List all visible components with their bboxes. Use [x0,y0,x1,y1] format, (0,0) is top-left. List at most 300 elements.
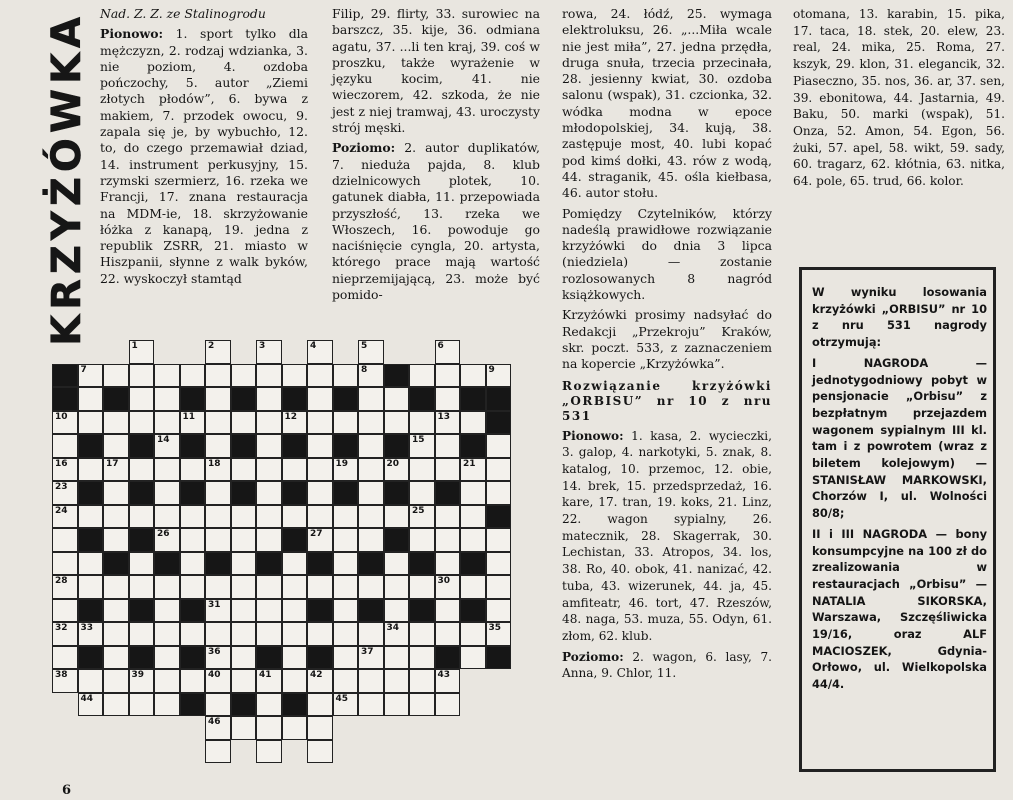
grid-cell [205,669,231,693]
grid-cell-black [52,364,78,388]
grid-cell [307,528,333,552]
grid-cell [256,740,282,764]
clues-poziomo [332,140,540,303]
grid-cell [52,575,78,599]
grid-cell [205,340,231,364]
grid-cell [231,505,257,529]
grid-cell [231,716,257,740]
grid-cell [205,693,231,717]
grid-cell [435,505,461,529]
grid-cell [307,434,333,458]
clues-column-3 [562,6,772,686]
grid-cell [282,364,308,388]
grid-cell [486,458,512,482]
clue-number: 13 [437,411,451,422]
grid-cell-black [231,693,257,717]
clue-number: 27 [310,529,323,539]
clue-number: 32 [55,623,68,633]
grid-cell [205,411,231,435]
grid-cell [358,575,384,599]
grid-cell-black [180,481,206,505]
grid-cell [282,669,308,693]
grid-cell [282,646,308,670]
grid-cell [129,411,155,435]
grid-cell-black [231,434,257,458]
clue-number: 10 [55,411,68,422]
grid-cell-black [78,481,104,505]
grid-cell [154,458,180,482]
grid-cell [486,599,512,623]
grid-cell-black [78,646,104,670]
clue-number: 3 [259,341,266,351]
grid-cell [129,340,155,364]
grid-cell [435,622,461,646]
grid-cell [52,646,78,670]
grid-cell [307,364,333,388]
grid-cell-black [460,387,486,411]
grid-cell [231,599,257,623]
grid-cell [231,458,257,482]
grid-cell [256,364,282,388]
grid-cell [154,575,180,599]
clue-number: 31 [208,599,221,610]
clue-number: 33 [80,623,94,633]
grid-cell [282,458,308,482]
solution-poziomo-text: 2. wagon, 6. lasy, 7. Anna, 9. Chlor, 11. [562,649,772,681]
grid-cell [358,481,384,505]
grid-cell [358,669,384,693]
grid-cell [256,716,282,740]
grid-cell-black [307,646,333,670]
grid-cell-black [282,693,308,717]
solution-poziomo-cont: otomana, 13. karabin, 15. pika, 17. taca, 18. stek, 20. elew, 23. real, 24. mika, 25. Roma, 27. kszyk, 29. klon, 31. elegancik, 32. Piaseczno, 35. nos, 36. ar, 37. sen, 39. ebonitowa, 44. Jastarnia, 49. Baku, 50. marki (wspak), 51. Onza, 52. Amon, 54. Egon, 56. żuki, 57. apel, 58. wikt, 59. sady, 60. tragarz, 62. kłótnia, 63. nitka, 64. pole, 65. trud, 66. kolor. [793,7,1005,189]
grid-cell [384,575,410,599]
grid-cell [435,552,461,576]
grid-cell [103,622,129,646]
grid-cell [256,387,282,411]
grid-cell [460,411,486,435]
grid-cell [384,387,410,411]
grid-cell [205,622,231,646]
grid-cell-black [231,481,257,505]
grid-cell [384,646,410,670]
clue-number: 12 [284,411,298,422]
grid-cell [256,669,282,693]
grid-cell-black [180,599,206,623]
grid-cell [256,693,282,717]
grid-cell [154,622,180,646]
grid-cell [78,411,104,435]
grid-cell [384,505,410,529]
grid-cell [129,575,155,599]
grid-cell [231,552,257,576]
grid-cell [409,646,435,670]
grid-cell [205,599,231,623]
solution-poziomo-label: Poziomo: [562,649,624,664]
grid-cell [205,434,231,458]
grid-cell-black [282,387,308,411]
clue-number: 37 [361,646,374,657]
prize-first: I NAGRODA — jednotygodniowy pobyt w pensjonacie „Orbisu” z bezpłatnym przejazdem wagonem sypialnym III kl. tam i z powrotem (wraz z biletem kolejowym) — STANISŁAW MARKOWSKI, Chorzów I, ul. Wolności 80/8; [812,355,987,521]
grid-cell [307,387,333,411]
clue-number: 35 [488,623,502,633]
clue-number: 6 [437,341,444,351]
grid-cell [307,340,333,364]
clue-number: 42 [310,670,323,680]
grid-cell [205,481,231,505]
clue-number: 26 [157,529,170,539]
grid-cell [103,646,129,670]
clue-number: 43 [437,670,451,680]
grid-cell-black [129,599,155,623]
grid-cell [231,646,257,670]
grid-cell [384,622,410,646]
grid-cell [256,622,282,646]
grid-cell [154,599,180,623]
prize-second-third: II i III NAGRODA — bony konsumpcyjne na 100 zł do zrealizowania w restauracjach „Orbisu” — NATALIA SIKORSKA, Warszawa, Szczęśliwicka 19/16, oraz ALF MACIOSZEK, Gdynia-Orłowo, ul. Wielkopolska 44/4. [812,526,987,692]
grid-cell-black [282,528,308,552]
grid-cell [52,434,78,458]
grid-cell [460,646,486,670]
contest-info: Pomiędzy Czytelników, którzy nadeślą prawidłowe rozwiązanie krzyżówki do dnia 3 lipca (niedziela) — zostanie rozlosowanych 8 nagród książkowych. [562,205,772,303]
grid-cell [52,599,78,623]
grid-cell [282,575,308,599]
grid-cell [103,505,129,529]
grid-cell [435,599,461,623]
grid-cell [409,669,435,693]
grid-cell [307,458,333,482]
grid-cell [282,599,308,623]
grid-cell [180,575,206,599]
grid-cell-black [129,481,155,505]
grid-cell [435,575,461,599]
grid-cell-black [486,411,512,435]
solution-pionowo [562,428,772,645]
grid-cell [180,669,206,693]
grid-cell-black [154,552,180,576]
grid-cell [460,575,486,599]
grid-cell [52,552,78,576]
grid-cell [307,481,333,505]
grid-cell [78,552,104,576]
grid-cell [129,622,155,646]
grid-cell [486,434,512,458]
clue-number: 5 [361,341,368,351]
grid-cell [52,458,78,482]
grid-cell [435,434,461,458]
grid-cell [78,622,104,646]
pionowo-text: 1. sport tylko dla mężczyzn, 2. rodzaj wdzianka, 3. nie poziom, 4. ozdoba pończochy, 5. autor „Ziemi złotych płodów”, 6. bywa z makiem, 7. przodek owocu, 9. zapala się je, by wybuchło, 12. to, do czego przemawiał dziad, 14. instrument perkusyjny, 15. rzymski szermierz, 16. rzeka we Francji, 17. znana restauracja na MDM-ie, 18. skrzyżowanie łóżka z kanapą, 19. jedna z republik ZSRR, 21. miasto w Hiszpanii, słynne z walk byków, 22. wyskoczył stamtąd [100,26,308,286]
pionowo-label: Pionowo: [100,26,164,42]
grid-cell-black [460,599,486,623]
grid-cell [409,434,435,458]
grid-cell [333,364,359,388]
grid-cell [333,505,359,529]
grid-cell [358,411,384,435]
grid-cell [129,669,155,693]
grid-cell [333,622,359,646]
grid-cell-black [435,646,461,670]
clues-pionowo [100,26,308,287]
solution-poziomo [562,649,772,682]
grid-cell [460,622,486,646]
clue-number: 11 [182,411,196,422]
grid-cell [154,481,180,505]
grid-cell [78,387,104,411]
grid-cell [129,693,155,717]
grid-cell [358,434,384,458]
grid-cell-black [358,599,384,623]
grid-cell-black [486,387,512,411]
grid-cell [103,458,129,482]
grid-cell [486,528,512,552]
grid-cell [307,716,333,740]
grid-cell-black [282,481,308,505]
grid-cell [154,528,180,552]
grid-cell [154,646,180,670]
grid-cell [205,364,231,388]
grid-cell [52,505,78,529]
grid-cell [129,387,155,411]
grid-cell [282,505,308,529]
clues-poziomo-cont: rowa, 24. łódź, 25. wymaga elektroluksu, 26. „...Miła wcale nie jest miła”, 27. jedna przędła, druga snuła, trzecia przecinała, 28. jesienny kwiat, 30. ozdoba salonu (wspak), 31. czcionka, 32. wódka modna w epoce młodopolskiej, 34. kują, 38. zastępuje most, 40. lubi kopać pod kimś dołki, 43. rów z wodą, 44. straganik, 45. ośla kiełbasa, 46. autor stołu. [562,6,772,201]
grid-cell [384,599,410,623]
grid-cell [78,669,104,693]
grid-cell [103,411,129,435]
grid-cell [78,505,104,529]
grid-cell [358,458,384,482]
grid-cell-black [129,434,155,458]
clue-number: 14 [157,435,170,445]
grid-cell [78,693,104,717]
grid-cell [180,552,206,576]
grid-cell [103,481,129,505]
clue-number: 1 [131,341,138,351]
poziomo-text: 2. autor duplikatów, 7. nieduża pajda, 8. klub dzielnicowych plotek, 10. gatunek diabła, 11. przepowiada przyszłość, 13. rzeka we Włoszech, 16. powoduje go naciśnięcie cyngla, 20. artysta, którego prace mają wartość nieprzemijającą, 23. może być pomido- [332,140,540,303]
grid-cell [409,505,435,529]
grid-cell-black [409,599,435,623]
grid-cell [486,552,512,576]
crossword-title [44,12,96,346]
clue-number: 46 [208,717,221,727]
grid-cell-black [384,481,410,505]
grid-cell [435,387,461,411]
grid-cell [435,693,461,717]
grid-cell [256,575,282,599]
grid-cell-black [180,646,206,670]
grid-cell [333,458,359,482]
grid-cell-black [460,434,486,458]
grid-cell-black [78,434,104,458]
grid-cell [282,552,308,576]
clue-number: 36 [208,646,221,657]
grid-cell [154,411,180,435]
grid-cell [307,669,333,693]
grid-cell [78,575,104,599]
clue-number: 34 [386,623,400,633]
clue-number: 23 [55,482,68,492]
grid-cell [307,693,333,717]
prize-intro: W wyniku losowania krzyżówki „ORBISU” nr 10 z nru 531 nagrody otrzymują: [812,285,987,350]
grid-cell [205,716,231,740]
grid-cell [231,622,257,646]
grid-cell [78,458,104,482]
grid-cell [486,481,512,505]
grid-cell [129,364,155,388]
grid-cell [129,505,155,529]
grid-cell [129,458,155,482]
grid-cell [409,622,435,646]
grid-cell [52,481,78,505]
grid-cell [460,528,486,552]
grid-cell [154,669,180,693]
clue-number: 45 [335,693,349,704]
grid-cell [486,575,512,599]
grid-cell [333,411,359,435]
grid-cell [409,364,435,388]
grid-cell [129,552,155,576]
grid-cell [154,387,180,411]
grid-cell [205,387,231,411]
grid-cell [307,575,333,599]
grid-cell [103,575,129,599]
puzzle-author: Nad. Z. Z. ze Stalinogrodu [100,6,266,21]
grid-cell [358,693,384,717]
clue-number: 41 [259,670,272,680]
grid-cell [333,528,359,552]
grid-cell [103,599,129,623]
grid-cell [256,458,282,482]
grid-cell [384,669,410,693]
grid-cell [333,552,359,576]
grid-cell [409,528,435,552]
grid-cell [154,434,180,458]
clue-number: 15 [412,435,425,445]
grid-cell [205,505,231,529]
grid-cell [358,505,384,529]
grid-cell [358,528,384,552]
grid-cell-black [333,434,359,458]
grid-cell-black [333,387,359,411]
grid-cell [103,669,129,693]
grid-cell [205,528,231,552]
grid-cell-black [256,552,282,576]
poziomo-label: Poziomo: [332,140,396,156]
grid-cell [460,481,486,505]
grid-cell [384,552,410,576]
grid-cell-black [256,646,282,670]
grid-cell-black [129,528,155,552]
grid-cell-black [486,646,512,670]
grid-cell [205,646,231,670]
grid-cell [180,364,206,388]
grid-cell [358,622,384,646]
grid-cell [231,669,257,693]
grid-cell [307,411,333,435]
grid-cell [435,669,461,693]
clue-number: 21 [463,458,476,469]
grid-cell [435,340,461,364]
clues-column-2 [332,6,540,307]
clue-number: 17 [106,458,119,469]
grid-cell [486,622,512,646]
grid-cell-black [358,552,384,576]
clue-number: 40 [208,670,221,680]
grid-cell [435,411,461,435]
grid-cell-black [384,364,410,388]
grid-cell-black [52,387,78,411]
grid-cell [435,364,461,388]
solution-pionowo-label: Pionowo: [562,428,624,443]
clue-number: 24 [55,505,68,516]
grid-cell-black [486,505,512,529]
grid-cell-black [103,387,129,411]
clue-number: 25 [412,505,425,516]
grid-cell [333,575,359,599]
grid-cell [409,411,435,435]
clues-column-1 [100,6,308,291]
grid-cell-black [307,599,333,623]
grid-cell-black [205,552,231,576]
clue-number: 9 [488,364,495,375]
grid-cell [435,528,461,552]
grid-cell-black [333,481,359,505]
grid-cell-black [103,552,129,576]
solution-pionowo-text: 1. kasa, 2. wycieczki, 3. galop, 4. narkotyki, 5. znak, 8. katalog, 10. przemoc, 12. obie, 14. brek, 15. przedsprzedaż, 16. kare, 17. tran, 19. koks, 21. Linz, 22. wagon sypialny, 26. matecznik, 28. Skagerrak, 30. Lechistan, 33. Atropos, 34. los, 38. Ro, 40. obok, 41. nanizać, 42. tuba, 43. wizerunek, 44. ja, 45. amfiteatr, 46. tort, 47. Rzeszów, 48. naga, 53. muza, 55. Odyn, 61. złom, 62. klub. [562,428,772,643]
clue-number: 44 [80,693,94,704]
grid-cell [358,364,384,388]
grid-cell [307,505,333,529]
grid-cell-black [180,434,206,458]
grid-cell-black [307,552,333,576]
grid-cell [384,693,410,717]
grid-cell [256,340,282,364]
grid-cell [231,575,257,599]
clues-column-4 [793,6,1005,194]
grid-cell [180,411,206,435]
grid-cell-black [129,646,155,670]
grid-cell-black [409,552,435,576]
grid-cell [384,458,410,482]
clue-number: 16 [55,458,68,469]
clue-number: 8 [361,364,368,375]
page-number: 6 [62,783,72,798]
grid-cell [307,740,333,764]
grid-cell [282,622,308,646]
grid-cell [52,528,78,552]
grid-cell-black [435,481,461,505]
clue-number: 7 [80,364,87,375]
grid-cell [358,387,384,411]
grid-cell [384,411,410,435]
mailing-info: Krzyżówki prosimy nadsyłać do Redakcji „Przekroju” Kraków, skr. poczt. 533, z zaznaczeniem na kopercie „Krzyżówka”. [562,307,772,372]
grid-cell [103,693,129,717]
crossword-title-text: KRZYŻÓWKA [44,12,90,346]
clue-number: 30 [437,576,451,586]
grid-cell [231,411,257,435]
grid-cell [333,693,359,717]
clues-pionowo-cont: Filip, 29. flirty, 33. surowiec na barszcz, 35. kije, 36. odmiana agatu, 37. ...li ten kraj, 39. coś w proszku, także wyrażenie w języku kocim, 41. nie wieczorem, 42. szkoda, że nie jest z niej tramwaj, 43. uroczysty strój męski. [332,6,540,136]
grid-cell [282,716,308,740]
grid-cell-black [384,434,410,458]
grid-cell [256,411,282,435]
grid-cell [180,528,206,552]
grid-cell-black [180,693,206,717]
grid-cell [52,622,78,646]
grid-cell [180,458,206,482]
grid-cell [409,458,435,482]
grid-cell [333,646,359,670]
